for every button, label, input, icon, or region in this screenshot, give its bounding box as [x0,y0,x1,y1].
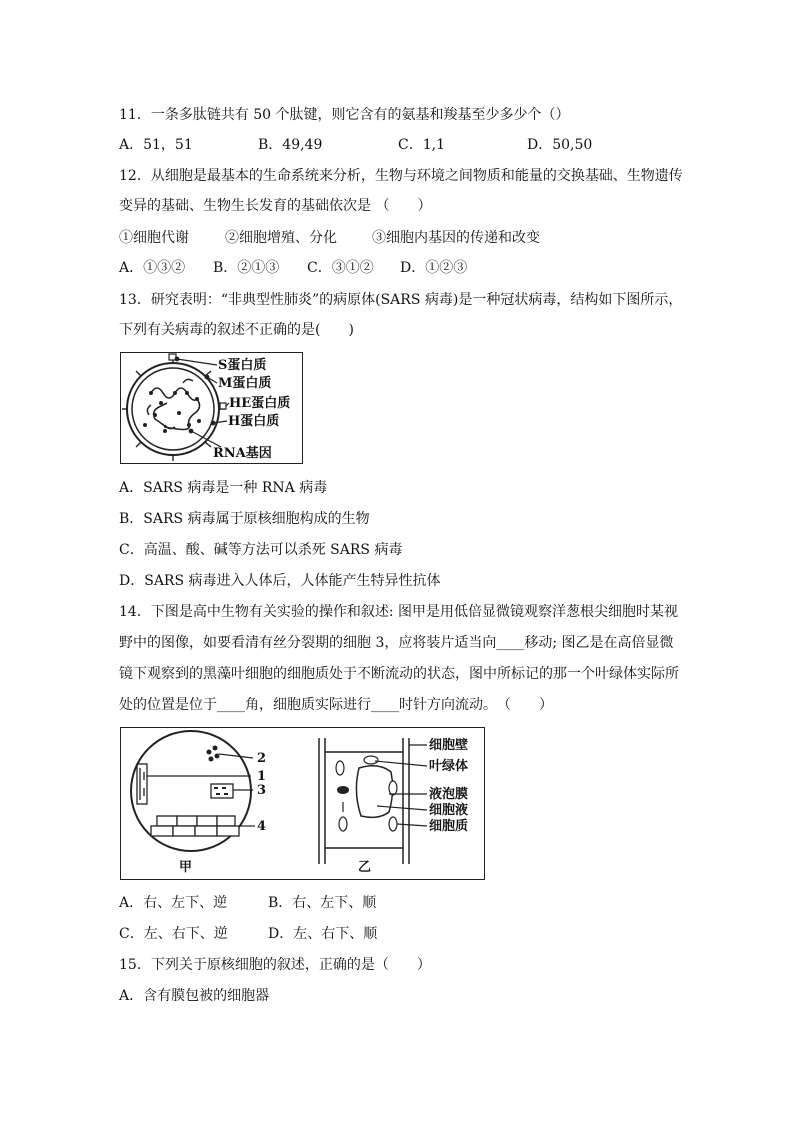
q12-option-b: B．②①③ [213,260,280,276]
cell-4-region [151,816,239,836]
label-he-protein: HE蛋白质 [229,396,291,411]
label-chloroplast: 叶绿体 [429,759,469,774]
cell-2 [207,746,220,762]
q11-stem: 11．一条多肽链共有 50 个肽键，则它含有的氨基和羧基至少多少个（） [119,107,570,123]
q14-stem-line3: 镜下观察到的黑藻叶细胞的细胞质处于不断流动的状态，图中所标记的那一个叶绿体实际所 [119,666,679,682]
jia-number-1: 1 [257,769,267,784]
he-protein-knob [220,403,226,409]
q13-option-a: A．SARS 病毒是一种 RNA 病毒 [119,480,328,496]
jia-number-4: 4 [257,819,267,834]
q11-option-c: C．1,1 [398,137,445,153]
q15-stem: 15．下列关于原核细胞的叙述，正确的是（ ） [119,957,431,973]
q12-item-3: ③细胞内基因的传递和改变 [372,230,540,246]
q13-stem-line1: 13．研究表明：“非典型性肺炎”的病原体(SARS 病毒)是一种冠状病毒，结构如下图所示， [119,292,683,308]
fig-jia-field [131,731,266,875]
q11-option-a: A．51，51 [119,137,193,153]
yi-caption: 乙 [358,860,372,875]
jia-number-2: 2 [257,751,267,766]
q12-item-1: ①细胞代谢 [119,230,189,246]
q14-option-d: D．左、右下、顺 [268,926,378,942]
q12-stem-line1: 12．从细胞是最基本的生命系统来分析，生物与环境之间物质和能量的交换基础、生物遗传 [119,168,683,184]
cell-1 [137,764,251,804]
q13-option-b: B．SARS 病毒属于原核细胞构成的生物 [119,511,370,527]
q12-option-c: C．③①② [307,260,374,276]
label-s-protein: S蛋白质 [218,358,267,373]
q12-item-2: ②细胞增殖、分化 [225,230,337,246]
q14-stem-line4: 处的位置是位于____角，细胞质实际进行____时针方向流动。 （ ） [119,697,553,713]
microscope-figure [120,727,485,880]
q12-stem-line2: 变异的基础、生物生长发育的基础依次是 （ ） [119,198,432,214]
label-m-protein: M蛋白质 [218,376,272,391]
q13-option-d: D．SARS 病毒进入人体后，人体能产生特异性抗体 [119,573,441,589]
q12-option-d: D．①②③ [400,260,468,276]
cell-3 [211,784,233,798]
sars-virus-figure [120,352,303,464]
q13-option-c: C．高温、酸、碱等方法可以杀死 SARS 病毒 [119,542,403,558]
marked-chloroplast [337,786,349,794]
q14-stem-line2: 野中的图像，如要看清有丝分裂期的细胞 3，应将装片适当向____移动; 图乙是在高倍显微 [119,635,674,651]
label-cell-wall: 细胞壁 [429,738,469,753]
label-h-protein: H蛋白质 [228,414,280,429]
q14-option-c: C．左、右下、逆 [119,926,228,942]
virus-spikes [122,356,225,461]
jia-number-3: 3 [257,783,267,798]
virus-envelope-inner [132,368,214,450]
jia-caption: 甲 [179,860,193,875]
label-cell-sap: 细胞液 [429,803,469,818]
q11-option-d: D．50,50 [527,137,593,153]
q12-option-a: A．①③② [119,260,186,276]
label-tonoplast: 液泡膜 [429,787,469,802]
fig-yi-cell [319,737,468,875]
q14-option-a: A．右、左下、逆 [119,895,228,911]
q13-stem-line2: 下列有关病毒的叙述不正确的是( ) [119,322,354,338]
q14-stem-line1: 14．下图是高中生物有关实验的操作和叙述: 图甲是用低倍显微镜观察洋葱根尖细胞时某视 [119,604,678,620]
vacuole [356,766,392,818]
label-rna-gene: RNA基因 [213,446,272,461]
q15-option-a: A．含有膜包被的细胞器 [119,988,270,1004]
label-cytoplasm: 细胞质 [429,819,469,834]
q14-option-b: B．右、左下、顺 [268,895,377,911]
q11-option-b: B．49,49 [258,137,323,153]
